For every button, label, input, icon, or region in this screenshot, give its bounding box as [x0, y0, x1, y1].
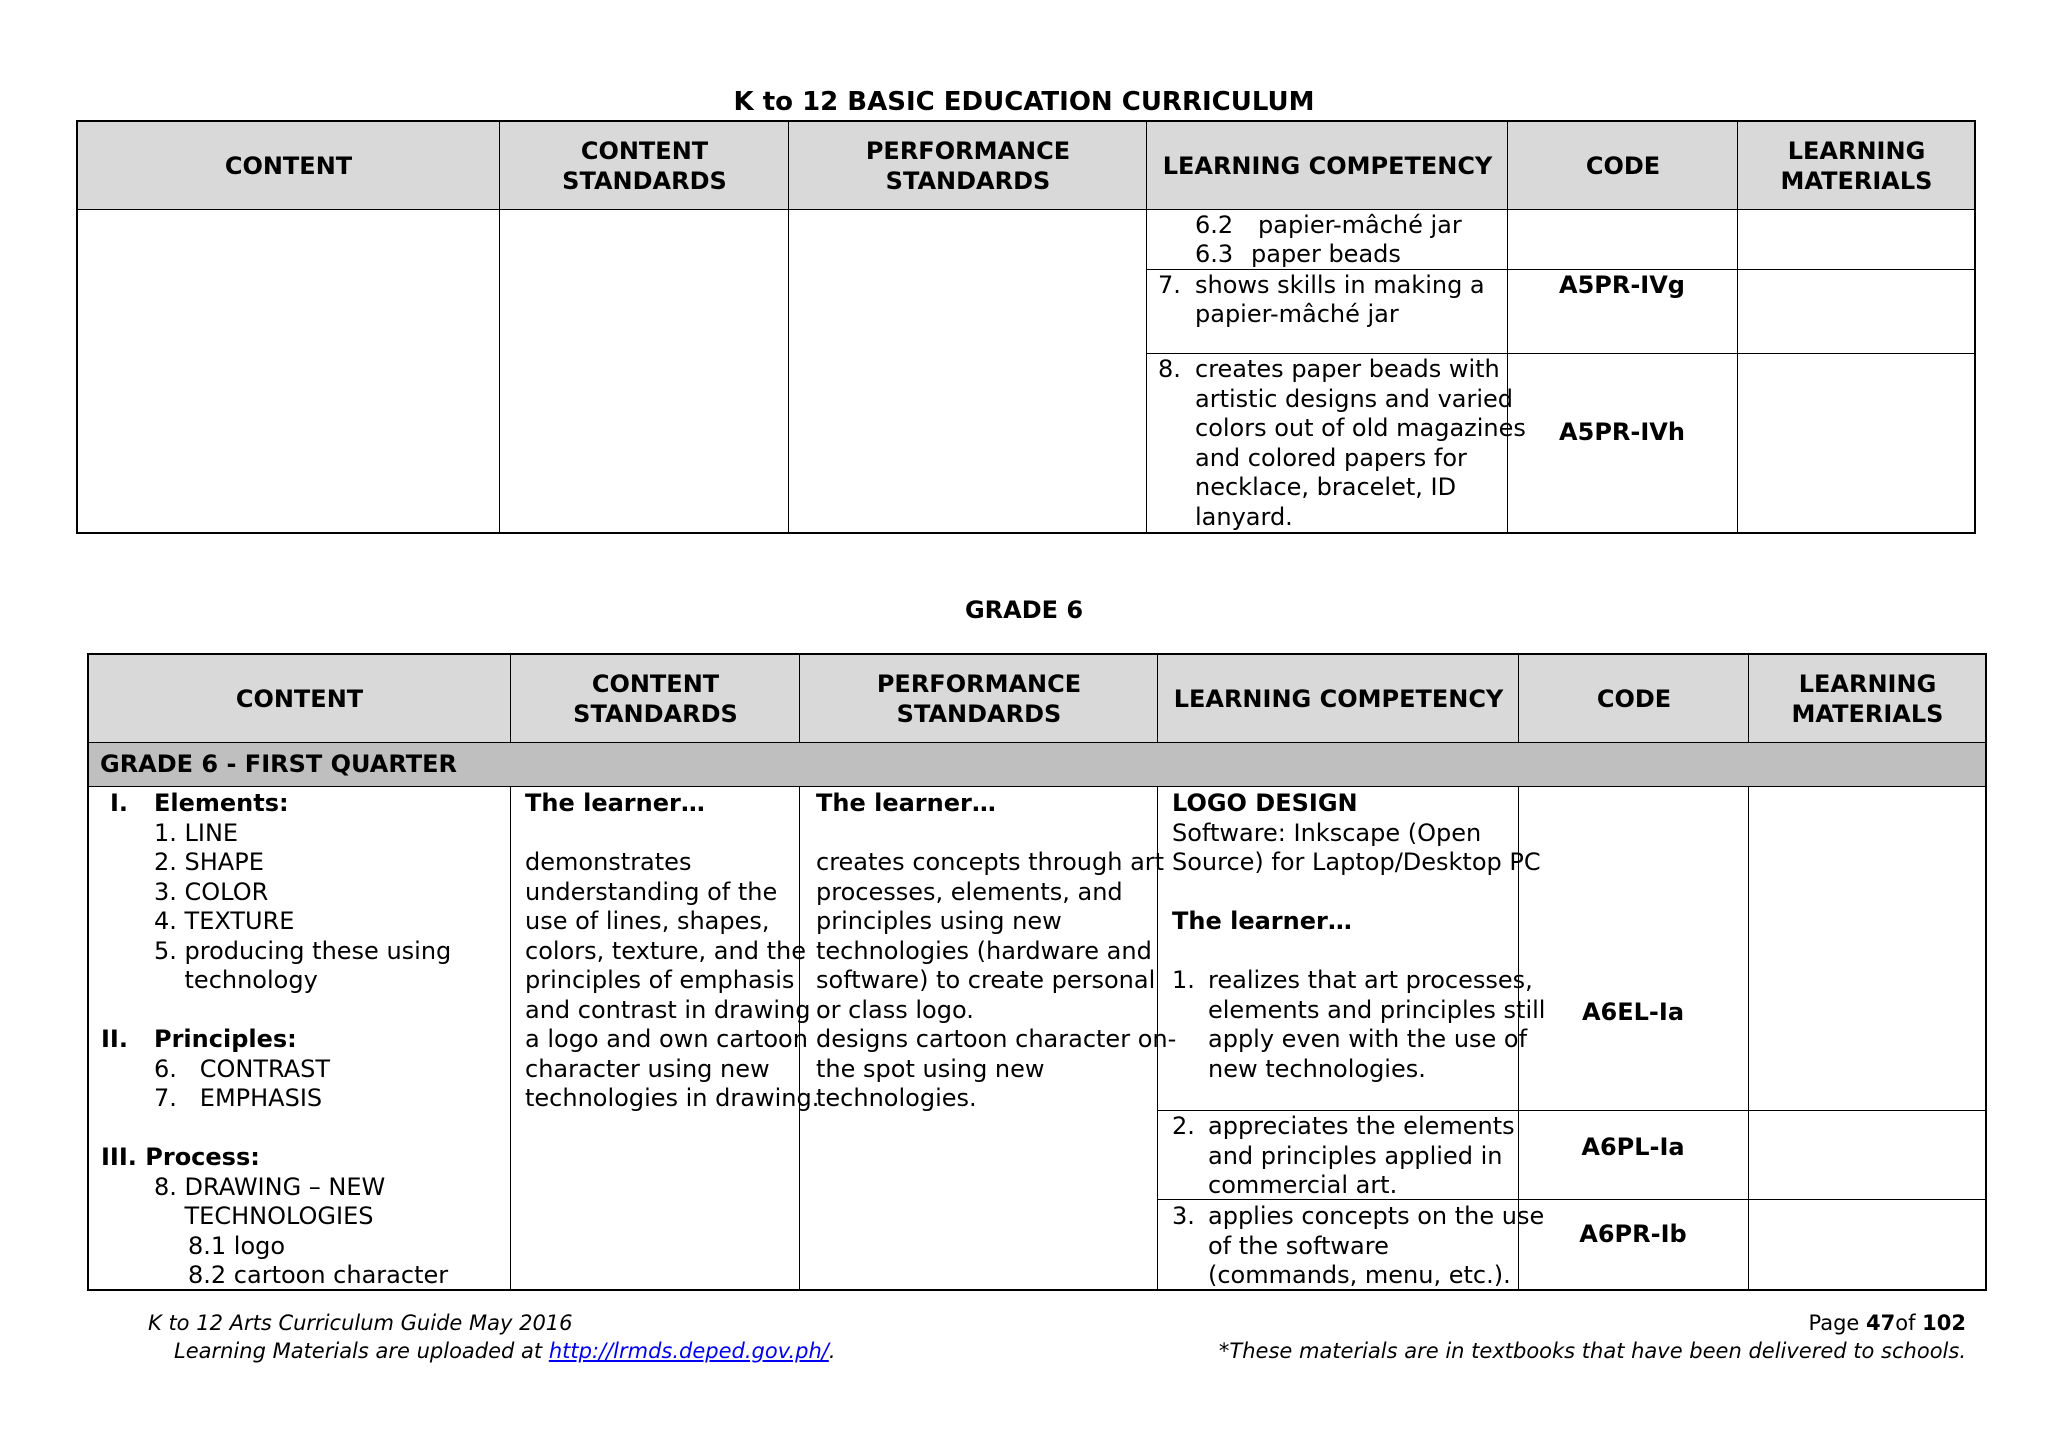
- competency-7-line: papier-mâché jar: [1195, 300, 1399, 328]
- content-item: technology: [154, 966, 318, 994]
- footer-uploaded: [174, 1339, 836, 1363]
- content-item: 4. TEXTURE: [154, 907, 295, 935]
- page-of: of: [1895, 1311, 1923, 1335]
- page-title: K to 12 BASIC EDUCATION CURRICULUM: [733, 87, 1315, 117]
- competency-1-line: apply even with the use of: [1208, 1025, 1528, 1053]
- code-a6pl-ia: A6PL-Ia: [1581, 1133, 1685, 1161]
- competency-8-number: 8.: [1158, 355, 1181, 383]
- content-item: 1. LINE: [154, 818, 239, 847]
- competency-8-line: and colored papers for: [1195, 443, 1467, 472]
- competency-8-line: lanyard.: [1195, 502, 1293, 531]
- page-current: 47: [1866, 1311, 1896, 1335]
- content-section-2-title: Principles:: [154, 1025, 297, 1053]
- competency-heading: LOGO DESIGN: [1172, 789, 1358, 817]
- footer-note: *These materials are in textbooks that have been delivered to schools.: [1218, 1339, 1966, 1363]
- competency-6-3: paper beads: [1251, 240, 1401, 268]
- competency-3-number: 3.: [1172, 1202, 1195, 1230]
- content-item: TECHNOLOGIES: [154, 1202, 374, 1230]
- performance-standards-line: creates concepts through art: [816, 848, 1165, 876]
- performance-standards-intro: The learner…: [816, 789, 996, 817]
- content-section-3-title: III. Process:: [101, 1143, 260, 1171]
- header-content-standards: CONTENT STANDARDS: [562, 136, 727, 195]
- header-content: CONTENT: [235, 684, 364, 713]
- competency-6-2-number: 6.2: [1195, 211, 1234, 239]
- header-content-standards: CONTENT STANDARDS: [573, 669, 738, 728]
- content-standards-line: use of lines, shapes,: [525, 907, 770, 935]
- content-standards-line: character using new: [525, 1054, 770, 1083]
- page-total: 102: [1922, 1311, 1966, 1335]
- content-section-1-title: Elements:: [154, 789, 289, 817]
- grade-title: GRADE 6: [964, 596, 1084, 624]
- competency-8-line: artistic designs and varied: [1195, 384, 1514, 413]
- competency-3-line: of the software: [1208, 1231, 1389, 1260]
- competency-1-line: new technologies.: [1208, 1054, 1426, 1083]
- footer-guide: K to 12 Arts Curriculum Guide May 2016: [148, 1311, 573, 1335]
- competency-8-line: colors out of old magazines: [1195, 414, 1526, 442]
- header-learning-competency: LEARNING COMPETENCY: [1173, 684, 1504, 713]
- header-code: CODE: [1596, 684, 1672, 713]
- competency-8-line: creates paper beads with: [1195, 355, 1500, 383]
- column-divider: [1518, 653, 1519, 743]
- content-standards-line: understanding of the: [525, 877, 778, 906]
- column-divider: [1748, 653, 1749, 743]
- content-section-1-number: I.: [110, 789, 129, 817]
- code-a5pr-ivg: A5PR-IVg: [1559, 271, 1685, 299]
- competency-3-line: applies concepts on the use: [1208, 1202, 1545, 1230]
- performance-standards-line: technologies.: [816, 1084, 977, 1112]
- content-item: 7. EMPHASIS: [154, 1084, 323, 1112]
- performance-standards-line: the spot using new: [816, 1054, 1045, 1083]
- page-prefix: Page: [1808, 1311, 1866, 1335]
- column-divider: [499, 120, 500, 534]
- competency-6-2: papier-mâché jar: [1258, 211, 1462, 239]
- header-learning-competency: LEARNING COMPETENCY: [1162, 151, 1493, 180]
- footer-uploaded-prefix: Learning Materials are uploaded at: [174, 1339, 549, 1363]
- competency-software-line: Source) for Laptop/Desktop PC: [1172, 848, 1541, 876]
- competency-8-line: necklace, bracelet, ID: [1195, 473, 1457, 501]
- competency-software-line: Software: Inkscape (Open: [1172, 818, 1482, 847]
- header-performance-standards: PERFORMANCE STANDARDS: [876, 669, 1082, 728]
- table-border: [76, 120, 1976, 534]
- content-section-2-number: II.: [101, 1025, 128, 1053]
- content-item: 8. DRAWING – NEW: [154, 1172, 386, 1201]
- column-divider: [799, 653, 800, 743]
- row-divider: [87, 742, 1987, 743]
- header-performance-standards: PERFORMANCE STANDARDS: [865, 136, 1071, 195]
- performance-standards-line: software) to create personal: [816, 966, 1156, 994]
- column-divider: [510, 787, 511, 1291]
- content-item: 3. COLOR: [154, 877, 269, 906]
- content-standards-line: principles of emphasis: [525, 966, 795, 994]
- row-divider: [76, 209, 1976, 210]
- header-content: CONTENT: [224, 151, 353, 180]
- row-divider: [1146, 353, 1976, 354]
- content-item: 8.1 logo: [188, 1231, 286, 1260]
- competency-2-line: appreciates the elements: [1208, 1112, 1515, 1140]
- column-divider: [1737, 120, 1738, 534]
- row-divider: [87, 786, 1987, 787]
- quarter-label: GRADE 6 - FIRST QUARTER: [100, 750, 457, 778]
- header-learning-materials: LEARNING MATERIALS: [1780, 136, 1933, 195]
- competency-3-line: (commands, menu, etc.).: [1208, 1261, 1511, 1289]
- competency-learner: The learner…: [1172, 907, 1352, 935]
- row-divider: [1157, 1110, 1987, 1111]
- performance-standards-line: principles using new: [816, 907, 1062, 935]
- content-standards-line: demonstrates: [525, 848, 692, 876]
- content-standards-line: technologies in drawing.: [525, 1084, 820, 1112]
- footer-page-number: [1808, 1311, 1966, 1335]
- competency-2-number: 2.: [1172, 1112, 1195, 1140]
- performance-standards-line: or class logo.: [816, 995, 974, 1024]
- competency-7-line: shows skills in making a: [1195, 271, 1485, 299]
- competency-1-number: 1.: [1172, 966, 1195, 994]
- content-standards-line: a logo and own cartoon: [525, 1025, 808, 1053]
- competency-2-line: commercial art.: [1208, 1171, 1398, 1199]
- code-a5pr-ivh: A5PR-IVh: [1559, 418, 1685, 446]
- content-item: 6. CONTRAST: [154, 1054, 331, 1083]
- header-learning-materials: LEARNING MATERIALS: [1791, 669, 1944, 728]
- content-standards-intro: The learner…: [525, 789, 705, 817]
- footer-uploaded-link[interactable]: http://lrmds.deped.gov.ph/: [548, 1339, 829, 1363]
- column-divider: [1146, 120, 1147, 534]
- content-item: 5. producing these using: [154, 936, 452, 965]
- column-divider: [1157, 653, 1158, 743]
- content-standards-line: colors, texture, and the: [525, 936, 806, 965]
- competency-1-line: realizes that art processes,: [1208, 966, 1533, 994]
- column-divider: [510, 653, 511, 743]
- footer-uploaded-suffix: .: [828, 1339, 836, 1363]
- competency-2-line: and principles applied in: [1208, 1141, 1503, 1170]
- competency-6-3-number: 6.3: [1195, 240, 1234, 268]
- column-divider: [788, 120, 789, 534]
- column-divider: [1748, 787, 1749, 1291]
- content-item: 8.2 cartoon character: [188, 1261, 449, 1289]
- code-a6pr-ib: A6PR-Ib: [1579, 1220, 1687, 1248]
- content-standards-line: and contrast in drawing: [525, 995, 811, 1024]
- performance-standards-line: technologies (hardware and: [816, 936, 1152, 965]
- performance-standards-line: processes, elements, and: [816, 877, 1123, 906]
- competency-1-line: elements and principles still: [1208, 995, 1546, 1024]
- column-divider: [1507, 120, 1508, 534]
- content-item: 2. SHAPE: [154, 848, 264, 876]
- header-code: CODE: [1585, 151, 1661, 180]
- competency-7-number: 7.: [1158, 271, 1181, 299]
- code-a6el-ia: A6EL-Ia: [1581, 998, 1685, 1026]
- performance-standards-line: designs cartoon character on-: [816, 1025, 1177, 1053]
